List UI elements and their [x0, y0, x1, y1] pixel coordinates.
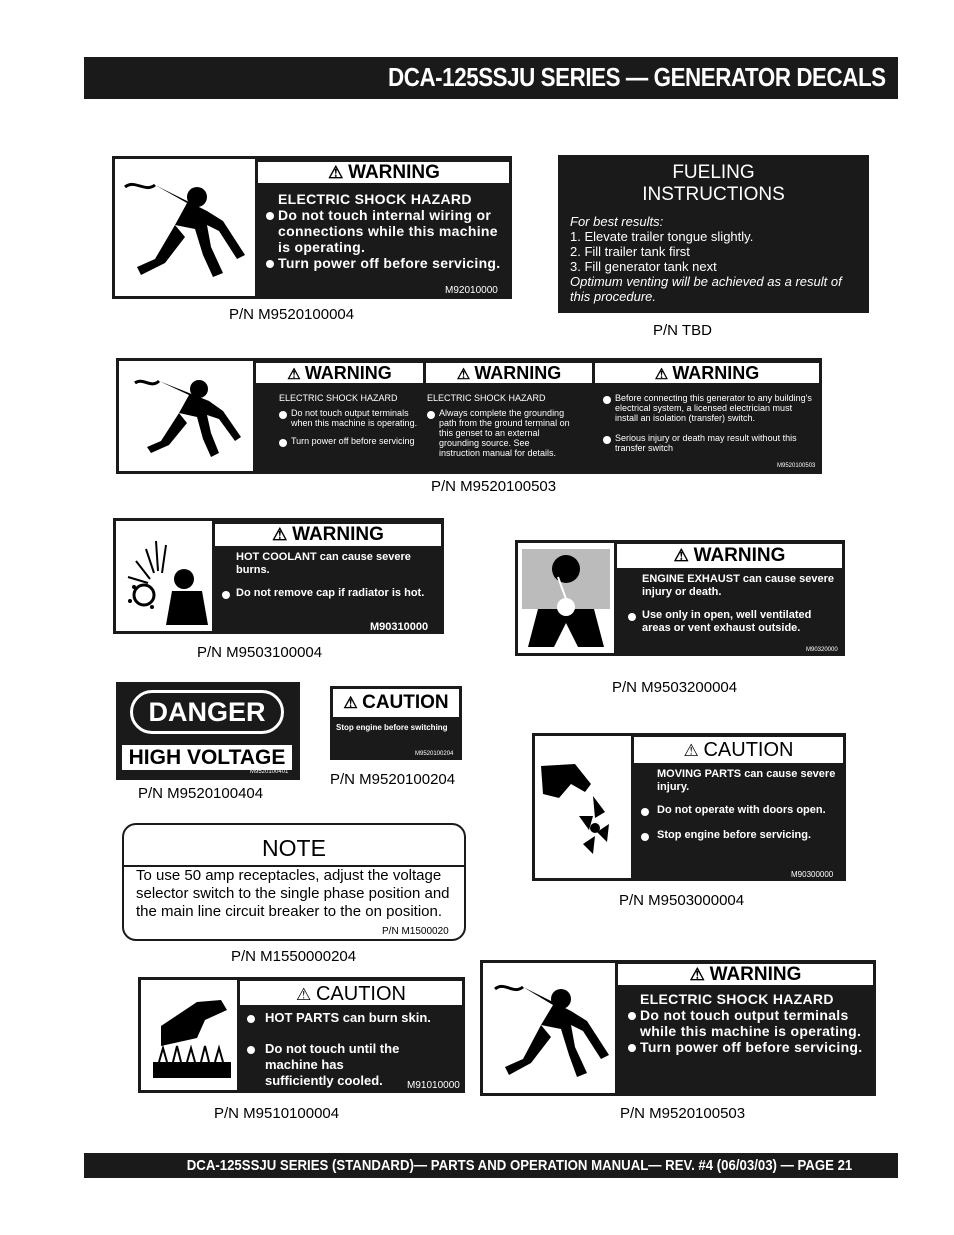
instruction-bullet: Serious injury or death may result without this transfer switch — [603, 433, 817, 453]
part-number: P/N M9520100503 — [431, 478, 557, 495]
page-title: DCA-125SSJU SERIES — GENERATOR DECALS — [388, 62, 886, 92]
decal-code: M91010000 — [407, 1080, 460, 1091]
warning-triangle-icon: ⚠ — [654, 366, 673, 383]
decal-heading: ⚠ CAUTION — [333, 689, 459, 717]
decal-fueling-instructions — [558, 155, 869, 313]
decal-heading: ⚠ WARNING — [617, 544, 842, 568]
decal-shock-warning-output — [480, 960, 876, 1096]
instruction-bullet: Do not remove cap if radiator is hot. — [222, 587, 436, 600]
caution-text: Stop engine before switching — [336, 723, 448, 732]
decal-heading: ⚠ WARNING — [256, 363, 423, 383]
note-heading: NOTE — [262, 835, 326, 861]
instruction-bullet: Stop engine before servicing. — [641, 829, 843, 842]
warning-triangle-icon: ⚠ — [343, 695, 363, 712]
footer-text: DCA-125SSJU SERIES (STANDARD)— PARTS AND OPERATION MANUAL— REV. #4 (06/03/03) — PAGE 21 — [186, 1157, 852, 1174]
warning-triangle-icon: ⚠ — [272, 525, 293, 544]
instruction-bullet: Do not operate with doors open. — [641, 804, 843, 817]
decal-triple-warning — [116, 358, 822, 474]
decal-danger-high-voltage — [116, 682, 300, 780]
instruction-bullet: Turn power off before servicing. — [628, 1039, 872, 1055]
decal-code: M90300000 — [791, 870, 834, 879]
decal-hot-coolant-warning — [113, 518, 444, 634]
decal-caution-switching — [330, 686, 462, 760]
decal-heading: ⚠ WARNING — [215, 524, 441, 546]
instruction-bullet: Turn power off before servicing. — [266, 255, 508, 271]
fueling-line: 2. Fill trailer tank first — [570, 244, 690, 259]
decal-heading: ⚠ WARNING — [426, 363, 592, 383]
note-heading-bar — [124, 825, 464, 867]
decal-code: M90310000 — [370, 621, 429, 633]
fueling-line: 1. Elevate trailer tongue slightly. — [570, 229, 754, 244]
part-number: P/N M9520100004 — [229, 306, 355, 323]
hand-fan-icon — [535, 736, 631, 878]
decal-code: P/N M1500020 — [382, 926, 449, 937]
exhaust-figure-icon — [518, 543, 614, 653]
decal-code: M90320000 — [806, 647, 838, 653]
warning-triangle-icon: ⚠ — [673, 546, 694, 565]
decal-heading: ⚠ CAUTION — [240, 981, 462, 1005]
part-number: P/N M9520100404 — [138, 785, 264, 802]
instruction-bullet: Do not touch internal wiring or connections while this machine is operating. — [266, 207, 508, 255]
hazard-subtitle: ELECTRIC SHOCK HAZARD — [427, 393, 546, 403]
danger-subtitle: HIGH VOLTAGE — [122, 745, 292, 770]
part-number: P/N M9510100004 — [214, 1105, 340, 1122]
part-number: P/N M9503200004 — [612, 679, 738, 696]
part-number: P/N M9520100204 — [330, 771, 456, 788]
hazard-text: ENGINE EXHAUST can cause severe injury or death. — [642, 573, 834, 598]
part-number: P/N M1550000204 — [231, 948, 357, 965]
hazard-subtitle: ELECTRIC SHOCK HAZARD — [279, 393, 398, 403]
instruction-bullet: Always complete the grounding path from the ground terminal on this genset to an external grounding source. See instruction manual for details. — [427, 408, 573, 458]
instruction-bullet: HOT PARTS can burn skin. — [247, 1010, 461, 1026]
shock-figure-icon — [115, 159, 255, 296]
hazard-text: HOT COOLANT can cause severe burns. — [236, 551, 411, 576]
warning-triangle-icon: ⚠ — [296, 985, 316, 1004]
decal-heading: ⚠ WARNING — [595, 363, 819, 383]
instruction-bullet: Use only in open, well ventilated areas or vent exhaust outside. — [628, 609, 842, 635]
decal-shock-warning — [112, 156, 512, 299]
decal-code: M9520100204 — [415, 751, 454, 757]
decal-heading: ⚠ CAUTION — [634, 737, 843, 763]
part-number: P/N TBD — [653, 322, 712, 339]
warning-triangle-icon: ⚠ — [689, 965, 710, 984]
note-text: To use 50 amp receptacles, adjust the voltage selector switch to the single phase position and the main line circuit breaker to the on position. — [136, 867, 450, 920]
warning-triangle-icon: ⚠ — [328, 163, 349, 182]
page-footer — [84, 1153, 898, 1178]
warning-triangle-icon: ⚠ — [456, 366, 475, 383]
decal-code: M9520100401 — [250, 769, 289, 775]
decal-moving-parts-caution — [532, 733, 846, 881]
part-number: P/N M9503100004 — [197, 644, 323, 661]
decal-code: M92010000 — [445, 285, 498, 296]
fueling-line: 3. Fill generator tank next — [570, 259, 717, 274]
fueling-title: INSTRUCTIONS — [642, 184, 785, 205]
decal-heading: ⚠ WARNING — [618, 964, 873, 985]
decal-note — [122, 823, 466, 941]
decal-heading: ⚠ WARNING — [258, 162, 510, 183]
fueling-line: Optimum venting will be achieved as a result of this procedure. — [570, 274, 842, 304]
instruction-bullet: Turn power off before servicing — [279, 436, 425, 446]
coolant-spray-icon — [116, 521, 212, 631]
instruction-bullet: Do not touch until the machine has sufficiently cooled. — [247, 1041, 405, 1089]
shock-figure-icon — [483, 963, 615, 1093]
instruction-bullet: Before connecting this generator to any building's electrical system, a licensed electrician must install an isolation (transfer) switch. — [603, 393, 817, 423]
page-header — [84, 57, 898, 99]
decal-code: M9520100503 — [777, 463, 816, 469]
danger-oval: DANGER — [130, 690, 284, 734]
decal-engine-exhaust-warning — [515, 540, 845, 656]
shock-figure-icon — [119, 361, 253, 471]
instruction-bullet: Do not touch output terminals when this machine is operating. — [279, 408, 425, 428]
hot-surface-hand-icon — [141, 980, 237, 1090]
warning-triangle-icon: ⚠ — [287, 366, 305, 383]
part-number: P/N M9520100503 — [620, 1105, 746, 1122]
hazard-subtitle: ELECTRIC SHOCK HAZARD — [640, 991, 834, 1007]
hazard-subtitle: ELECTRIC SHOCK HAZARD — [278, 191, 472, 207]
fueling-line: For best results: — [570, 214, 664, 229]
part-number: P/N M9503000004 — [619, 892, 745, 909]
instruction-bullet: Do not touch output terminals while this machine is operating. — [628, 1007, 872, 1039]
warning-triangle-icon: ⚠ — [683, 741, 704, 760]
hazard-text: MOVING PARTS can cause severe injury. — [657, 768, 836, 793]
decal-hot-parts-caution — [138, 977, 465, 1093]
fueling-title: FUELING — [672, 162, 755, 183]
